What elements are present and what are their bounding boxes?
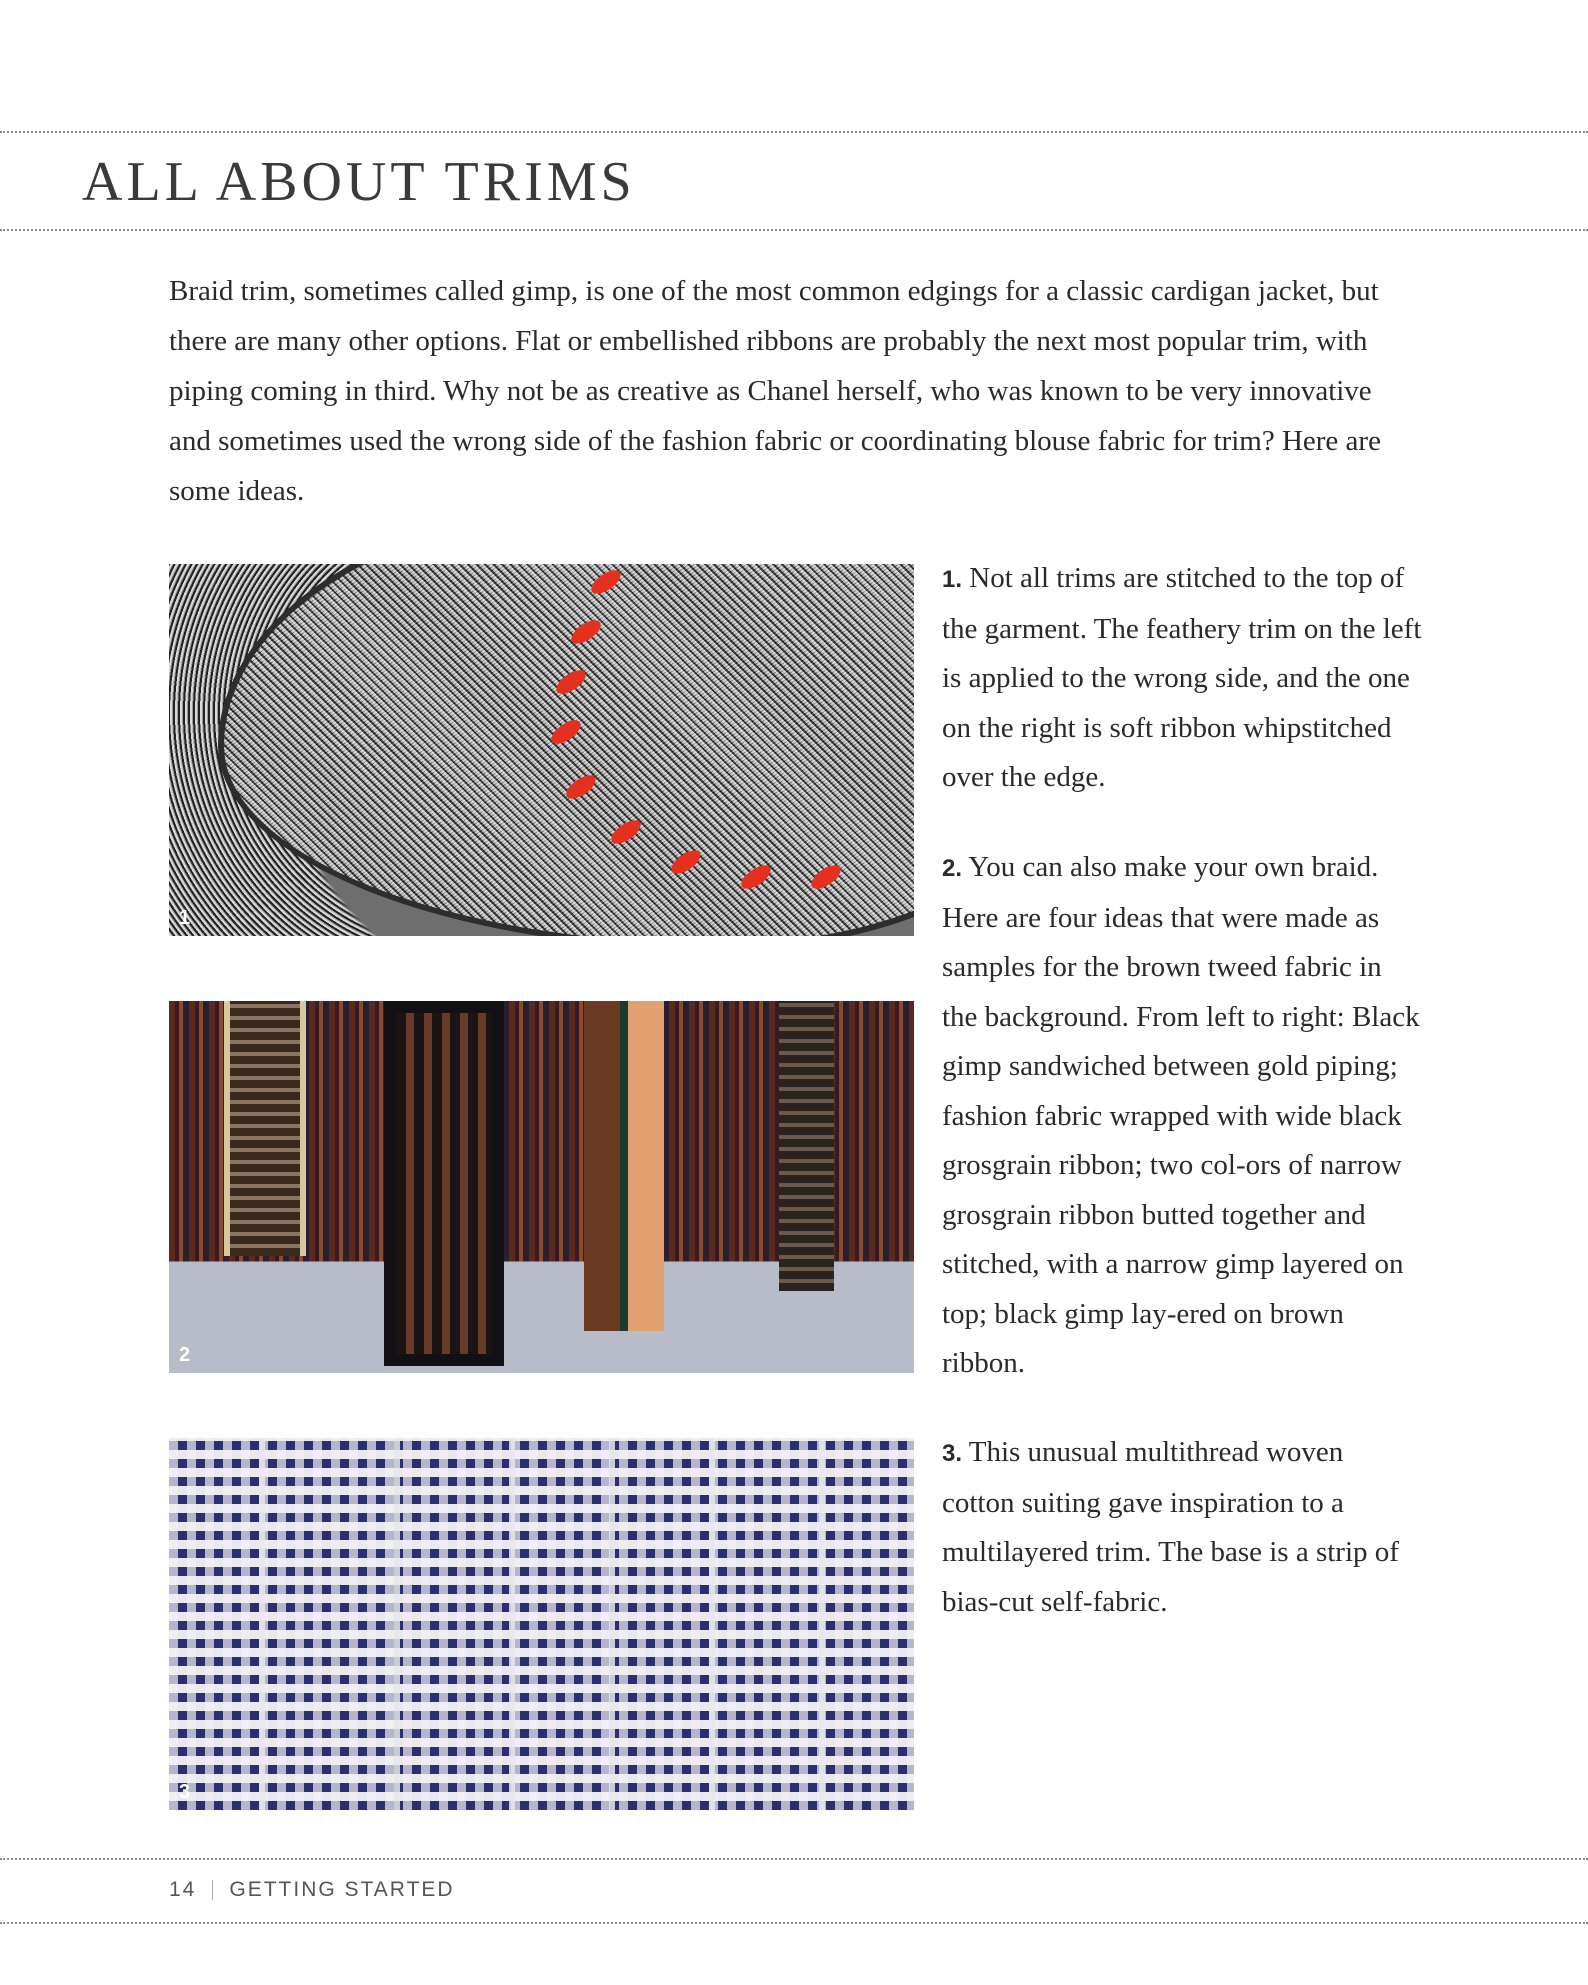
- gimp-on-ribbon-strip: [779, 1001, 834, 1291]
- page-number: 14: [169, 1878, 197, 1901]
- gimp-strip: [224, 1001, 306, 1256]
- footer-top-rule: [0, 1858, 1588, 1860]
- photo-number: 3: [179, 1781, 191, 1803]
- tweed-fabric-swatch: [224, 564, 914, 936]
- top-rule: [0, 131, 1588, 133]
- footer-divider: [212, 1880, 213, 1900]
- caption-2: [942, 843, 1422, 1389]
- page-title: ALL ABOUT TRIMS: [82, 151, 636, 213]
- section-name: GETTING STARTED: [229, 1878, 455, 1901]
- footer-bottom-rule: [0, 1922, 1588, 1924]
- caption-number: 1.: [942, 566, 963, 593]
- caption-1: [942, 554, 1422, 803]
- intro-paragraph: Braid trim, sometimes called gimp, is one of the most common edgings for a classic cardigan jacket, but there are many other options. Flat or embellished ribbons are probably the next most popular trim, with piping coming in third. Why not be as creative as Chanel herself, who was known to be very innovative and sometimes used the wrong side of the fashion fabric or coordinating blouse fabric for trim? Here are some ideas.: [169, 275, 1381, 507]
- butted-ribbon-strip: [584, 1001, 664, 1331]
- photo-braid-samples: [169, 1001, 914, 1373]
- caption-text: You can also make your own braid. Here are four ideas that were made as samples for the brown tweed fabric in the background. From left to right: Black gimp sandwiched between gold piping; fashion fabric wrapped with wide black grosgrain ribbon; two col-ors of narrow grosgrain ribbon butted together and stitched, with a narrow gimp layered on top; black gimp lay-ered on brown ribbon.: [942, 851, 1420, 1379]
- photo-feathery-and-ribbon-trim: [169, 564, 914, 936]
- grosgrain-wrapped-strip: [384, 1001, 504, 1366]
- caption-number: 3.: [942, 1440, 963, 1467]
- caption-3: [942, 1428, 1422, 1627]
- caption-text: This unusual multithread woven cotton suiting gave inspiration to a multilayered trim. The base is a strip of bias-cut self-fabric.: [942, 1436, 1399, 1618]
- photo-number: 2: [179, 1344, 191, 1366]
- title-rule: [0, 229, 1588, 231]
- caption-number: 2.: [942, 855, 963, 882]
- photo-number: 1: [179, 907, 191, 929]
- photo-woven-cotton-trim: [169, 1438, 914, 1810]
- page-footer: [169, 1878, 455, 1902]
- caption-text: Not all trims are stitched to the top of the garment. The feathery trim on the left is applied to the wrong side, and the one on the right is soft ribbon whipstitched over the edge.: [942, 562, 1422, 793]
